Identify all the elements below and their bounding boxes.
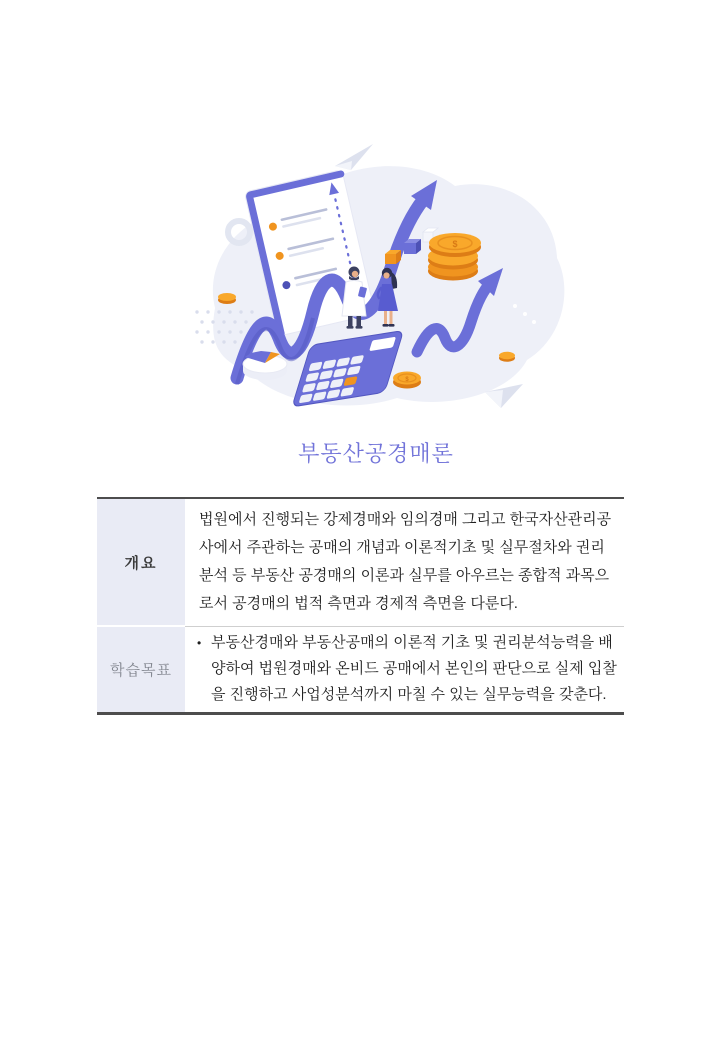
svg-text:$: $ xyxy=(405,377,409,383)
paper-plane-icon xyxy=(335,144,373,170)
goals-label-cell xyxy=(97,627,185,712)
course-info-table xyxy=(97,497,624,715)
goals-bullet-item xyxy=(195,630,618,708)
course-illustration xyxy=(185,140,575,430)
goals-content-cell xyxy=(185,627,624,712)
goals-text: 부동산경매와 부동산공매의 이론적 기초 및 권리분석능력을 배양하여 법원경매와 온비드 공매에서 본인의 판단으로 실제 입찰을 진행하고 사업성분석까지 마칠 수 있는 실무능력을 갖춘다. xyxy=(211,634,617,703)
table-row-goals xyxy=(97,627,624,712)
overview-text: 법원에서 진행되는 강제경매와 임의경매 그리고 한국자산관리공사에서 주관하는 공매의 개념과 이론적기초 및 실무절차와 권리분석 등 부동산 공경매의 이론과 실무를 아우르는 종합적 과목으로서 공경매의 법적 측면과 경제적 측면을 다룬다. xyxy=(199,511,612,612)
bullet-icon: • xyxy=(197,636,202,650)
goals-label: 학습목표 xyxy=(110,662,172,679)
coin-icon xyxy=(499,352,515,362)
dollar-coin-icon xyxy=(393,372,421,389)
svg-text:$: $ xyxy=(452,239,458,249)
page-title: 부동산공경매론 xyxy=(298,441,454,466)
overview-content-cell xyxy=(185,499,624,627)
coin-stack-icon xyxy=(428,233,481,281)
overview-label-cell xyxy=(97,499,185,627)
coin-icon xyxy=(218,293,236,304)
table-row-overview xyxy=(97,499,624,627)
overview-label: 개요 xyxy=(124,554,158,572)
